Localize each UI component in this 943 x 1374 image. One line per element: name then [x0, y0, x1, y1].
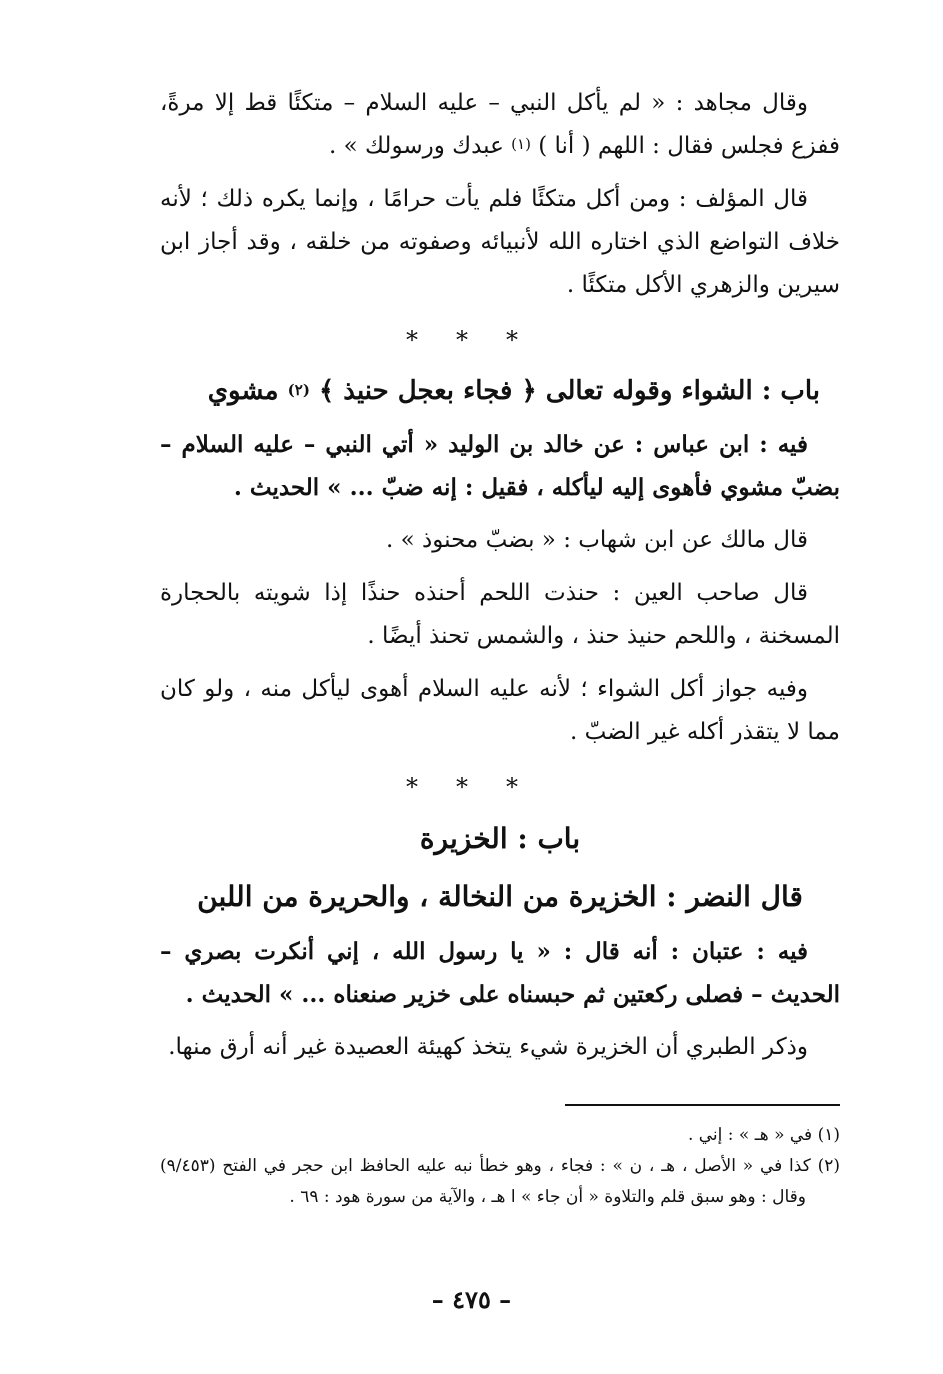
footnote-separator: [565, 1104, 840, 1106]
paragraph-mujahid-end: عبدك ورسولك » .: [329, 133, 504, 159]
heading-nadr: قال النضر : الخزيرة من النخالة ، والحريرة من اللبن: [197, 880, 803, 913]
heading-shiwa: [160, 367, 840, 415]
footnote-2: (٢) كذا في « الأصل ، هـ ، ن » : فجاء ، وهو خطأ نبه عليه الحافظ ابن حجر في الفتح (٩/٤٥٣) وقال : وهو سبق قلم والتلاوة « أن جاء » ا هـ ، والآية من سورة هود : ٦٩ .: [160, 1156, 840, 1207]
paragraph-mujahid-text: وقال مجاهد : « لم يأكل النبي – عليه السلام – متكئًا قط إلا مرةً، ففزع فجلس فقال : اللهم ( أنا ): [160, 90, 840, 159]
paragraph-itban: فيه : عتبان : أنه قال : « يا رسول الله ، إني أنكرت بصري – الحديث – فصلى ركعتين ثم حبسناه على خزير صنعناه ... » الحديث .: [160, 938, 840, 1008]
section-divider-stars-2: ***: [406, 773, 556, 801]
footnote-ref-1[interactable]: (١): [511, 135, 531, 153]
heading-shiwa-text: باب : الشواء وقوله تعالى ﴿ فجاء بعجل حنيذ ﴾: [319, 376, 820, 406]
page-body: [160, 82, 840, 1079]
section-divider-stars: ***: [406, 326, 556, 354]
footnote-1: (١) في « هـ » : إني .: [687, 1125, 840, 1145]
footnotes: [160, 1120, 840, 1213]
paragraph-ibn-abbas: فيه : ابن عباس : عن خالد بن الوليد « أتي النبي – عليه السلام – بضبّ مشوي فأهوى إليه ليأكله ، فقيل : إنه ضبّ ... » الحديث .: [160, 431, 840, 501]
heading-shiwa-end: مشوي: [207, 376, 279, 406]
paragraph-tabari: وذكر الطبري أن الخزيرة شيء يتخذ كهيئة العصيدة غير أنه أرق منها.: [168, 1034, 808, 1060]
paragraph-author-note: قال المؤلف : ومن أكل متكئًا فلم يأت حرامًا ، وإنما يكره ذلك ؛ لأنه خلاف التواضع الذي اختاره الله لأنبيائه وصفوته من خلقه ، وقد أجاز ابن سيرين والزهري الأكل متكئًا .: [160, 186, 840, 298]
footnote-ref-2[interactable]: (٢): [287, 381, 310, 399]
page-number: – ٤٧٥ –: [431, 1285, 512, 1314]
paragraph-malik: قال مالك عن ابن شهاب : « بضبّ محنوذ » .: [386, 527, 808, 553]
paragraph-permissibility: وفيه جواز أكل الشواء ؛ لأنه عليه السلام أهوى ليأكل منه ، ولو كان مما لا يتقذر أكله غير الضبّ .: [160, 676, 840, 745]
paragraph-mujahid: [160, 82, 840, 168]
heading-khazira: باب : الخزيرة: [419, 822, 581, 855]
paragraph-sahib-al-ayn: قال صاحب العين : حنذت اللحم أحنذه حنذًا إذا شويته بالحجارة المسخنة ، واللحم حنيذ حنذ ، والشمس تحنذ أيضًا .: [160, 580, 840, 649]
